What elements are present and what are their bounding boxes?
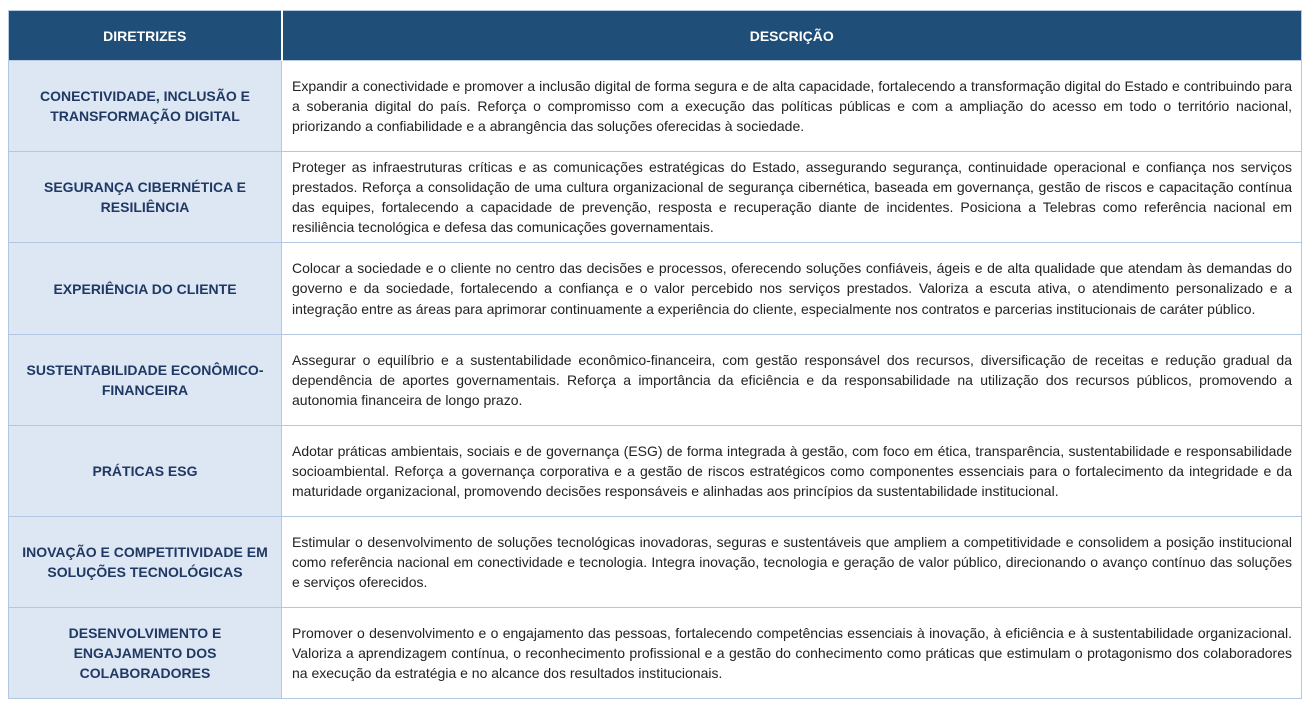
- descricao-cell: Promover o desenvolvimento e o engajamento das pessoas, fortalecendo competências essenciais à inovação, à eficiência e à sustentabilidade organizacional. Valoriza a aprendizagem contínua, o reconhecimento profissional e a gestão do conhecimento como práticas que estimulam o protagonismo dos colaboradores na execução da estratégia e no alcance dos resultados institucionais.: [282, 608, 1302, 699]
- diretriz-cell: CONECTIVIDADE, INCLUSÃO E TRANSFORMAÇÃO DIGITAL: [9, 61, 282, 152]
- diretriz-cell: SUSTENTABILIDADE ECONÔMICO-FINANCEIRA: [9, 335, 282, 426]
- diretriz-cell: INOVAÇÃO E COMPETITIVIDADE EM SOLUÇÕES TECNOLÓGICAS: [9, 517, 282, 608]
- descricao-cell: Proteger as infraestruturas críticas e as comunicações estratégicas do Estado, assegurando segurança, continuidade operacional e confiança nos serviços prestados. Reforça a consolidação de uma cultura organizacional de segurança cibernética, baseada em governança, gestão de riscos e capacitação contínua das equipes, fortalecendo a capacidade de prevenção, resposta e recuperação diante de incidentes. Posiciona a Telebras como referência nacional em resiliência tecnológica e defesa das comunicações governamentais.: [282, 152, 1302, 243]
- table-row: [9, 608, 1302, 699]
- descricao-cell: Estimular o desenvolvimento de soluções tecnológicas inovadoras, seguras e sustentáveis que ampliem a competitividade e consolidem a posição institucional como referência nacional em conectividade e tecnologia. Integra inovação, tecnologia e geração de valor público, direcionando o avanço contínuo das soluções e serviços oferecidos.: [282, 517, 1302, 608]
- table-row: [9, 426, 1302, 517]
- diretriz-cell: SEGURANÇA CIBERNÉTICA E RESILIÊNCIA: [9, 152, 282, 243]
- diretriz-cell: EXPERIÊNCIA DO CLIENTE: [9, 243, 282, 335]
- header-diretrizes: DIRETRIZES: [9, 11, 282, 61]
- table-row: [9, 335, 1302, 426]
- descricao-cell: Adotar práticas ambientais, sociais e de governança (ESG) de forma integrada à gestão, com foco em ética, transparência, sustentabilidade e responsabilidade socioambiental. Reforça a governança corporativa e a gestão de riscos estratégicos como componentes essenciais para o fortalecimento da integridade e da maturidade organizacional, promovendo decisões responsáveis e alinhadas aos princípios da sustentabilidade institucional.: [282, 426, 1302, 517]
- descricao-cell: Assegurar o equilíbrio e a sustentabilidade econômico-financeira, com gestão responsável dos recursos, diversificação de receitas e redução gradual da dependência de aportes governamentais. Reforça a importância da eficiência e da responsabilidade na utilização dos recursos públicos, promovendo a autonomia financeira de longo prazo.: [282, 335, 1302, 426]
- table-row: [9, 61, 1302, 152]
- table-row: [9, 517, 1302, 608]
- descricao-cell: Colocar a sociedade e o cliente no centro das decisões e processos, oferecendo soluções confiáveis, ágeis e de alta qualidade que atendam às demandas do governo e da sociedade, fortalecendo a confiança e o valor percebido nos serviços prestados. Valoriza a escuta ativa, o atendimento personalizado e a integração entre as áreas para aprimorar continuamente a experiência do cliente, especialmente nos contratos e parcerias institucionais de caráter público.: [282, 243, 1302, 335]
- diretriz-cell: DESENVOLVIMENTO E ENGAJAMENTO DOS COLABORADORES: [9, 608, 282, 699]
- table-row: [9, 243, 1302, 335]
- table-header-row: [9, 11, 1302, 61]
- table-row: [9, 152, 1302, 243]
- diretrizes-table: [8, 10, 1302, 699]
- descricao-cell: Expandir a conectividade e promover a inclusão digital de forma segura e de alta capacidade, fortalecendo a transformação digital do Estado e contribuindo para a soberania digital do país. Reforça o compromisso com a execução das políticas públicas e com a ampliação do acesso em todo o território nacional, priorizando a confiabilidade e a abrangência das soluções oferecidas à sociedade.: [282, 61, 1302, 152]
- header-descricao: DESCRIÇÃO: [282, 11, 1302, 61]
- diretriz-cell: PRÁTICAS ESG: [9, 426, 282, 517]
